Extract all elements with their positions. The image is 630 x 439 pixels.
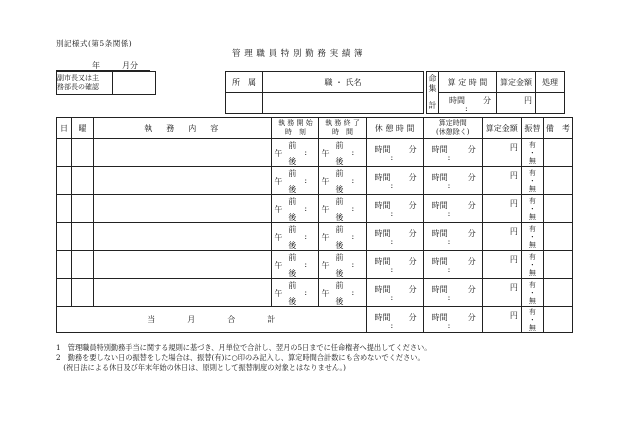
row-start-after: 後 [288, 241, 297, 250]
row-start[interactable] [272, 195, 319, 223]
col-amount: 算定金額 [482, 118, 521, 139]
row-end-colon: : [351, 260, 355, 269]
row-start-pm: 午 [274, 233, 283, 242]
table-row [57, 167, 573, 195]
table-row [57, 223, 573, 251]
row-end-am: 前 [335, 141, 344, 150]
row-start[interactable] [272, 251, 319, 279]
row-rest-minutes: 分 [408, 173, 417, 182]
row-calc-time[interactable] [423, 167, 482, 195]
row-amount-yen: 円 [509, 255, 518, 264]
row-start-pm: 午 [274, 261, 283, 270]
row-substitute[interactable] [521, 195, 543, 223]
row-start-colon: : [304, 204, 308, 213]
row-end-after: 後 [335, 241, 344, 250]
row-calc-time-minutes: 分 [467, 285, 476, 294]
total-amount-yen: 円 [509, 311, 518, 320]
row-end[interactable] [319, 139, 366, 167]
row-end-after: 後 [335, 297, 344, 306]
row-substitute-options[interactable] [522, 141, 543, 165]
row-amount[interactable] [482, 195, 521, 223]
note-1: 1 管理職員特別勤務手当に関する規則に基づき、月単位で合計し、翌月の5日までに任命権者へ提出してください。 [56, 343, 432, 352]
row-substitute-no[interactable]: 無 [528, 268, 536, 277]
total-remarks[interactable] [543, 307, 572, 333]
row-rest-hours: 時間 [374, 201, 391, 210]
row-calc-time-hours: 時間 [431, 257, 448, 266]
row-substitute-dot: ・ [528, 232, 536, 241]
total-substitute-no[interactable]: 無 [528, 323, 536, 332]
row-weekday[interactable] [72, 167, 94, 195]
row-calc-time[interactable] [423, 139, 482, 167]
row-start-after: 後 [288, 185, 297, 194]
row-calc-time-hours: 時間 [431, 173, 448, 182]
row-substitute-dot: ・ [528, 260, 536, 269]
row-substitute-no[interactable]: 無 [528, 184, 536, 193]
row-calc-time-hours: 時間 [431, 145, 448, 154]
approval-stamp-field[interactable] [113, 72, 156, 95]
row-calc-time[interactable] [423, 223, 482, 251]
row-start[interactable] [272, 223, 319, 251]
row-end-am: 前 [335, 281, 344, 290]
row-substitute-options[interactable] [522, 253, 543, 277]
total-calc-colon: : [447, 321, 451, 330]
col-substitute: 振替 [521, 118, 543, 139]
row-end-pm: 午 [321, 233, 330, 242]
row-calc-time-hours: 時間 [431, 285, 448, 294]
row-work-content[interactable] [94, 167, 272, 195]
row-start-after: 後 [288, 213, 297, 222]
row-calc-time-hours: 時間 [431, 201, 448, 210]
row-end-after: 後 [335, 269, 344, 278]
row-end-after: 後 [335, 157, 344, 166]
row-end-am: 前 [335, 197, 344, 206]
row-rest-minutes: 分 [408, 257, 417, 266]
row-calc-time-hours: 時間 [431, 229, 448, 238]
row-substitute-no[interactable]: 無 [528, 212, 536, 221]
total-rest-minutes: 分 [408, 313, 417, 322]
column-header-row [57, 118, 573, 139]
row-calc-time-minutes: 分 [467, 145, 476, 154]
row-substitute[interactable] [521, 279, 543, 307]
col-start: 執 務 開 始 時 刻 [272, 118, 319, 139]
row-rest-hours: 時間 [374, 285, 391, 294]
row-start-am: 前 [288, 141, 297, 150]
row-end-after: 後 [335, 185, 344, 194]
row-substitute-yes[interactable]: 有 [528, 140, 536, 149]
row-amount[interactable] [482, 167, 521, 195]
row-calc-time[interactable] [423, 251, 482, 279]
total-substitute-dot: ・ [528, 315, 536, 324]
row-substitute-no[interactable]: 無 [528, 156, 536, 165]
row-start-pm: 午 [274, 149, 283, 158]
row-calc-time-minutes: 分 [467, 229, 476, 238]
total-calc-time[interactable] [423, 307, 482, 333]
row-end-am: 前 [335, 253, 344, 262]
row-work-content[interactable] [94, 139, 272, 167]
row-substitute[interactable] [521, 167, 543, 195]
row-weekday[interactable] [72, 251, 94, 279]
row-calc-time[interactable] [423, 195, 482, 223]
row-calc-time-minutes: 分 [467, 201, 476, 210]
row-rest-hours: 時間 [374, 257, 391, 266]
row-amount-yen: 円 [509, 143, 518, 152]
calc-amount-label: 算定金額 [497, 72, 536, 93]
row-amount[interactable] [482, 223, 521, 251]
row-start-pm: 午 [274, 177, 283, 186]
row-weekday[interactable] [72, 195, 94, 223]
row-amount-yen: 円 [509, 171, 518, 180]
row-substitute-yes[interactable]: 有 [528, 252, 536, 261]
row-amount[interactable] [482, 139, 521, 167]
row-end[interactable] [319, 195, 366, 223]
row-day[interactable] [57, 279, 72, 307]
row-amount-yen: 円 [509, 283, 518, 292]
row-start-after: 後 [288, 297, 297, 306]
row-day[interactable] [57, 195, 72, 223]
row-end-pm: 午 [321, 205, 330, 214]
processing-label: 処理 [536, 72, 565, 93]
total-rest-hours: 時間 [374, 313, 391, 322]
note-2: 2 勤務を要しない日の振替をした場合は、振替(有)に○印のみ記入し、算定時間合計数にも含めないでください。 [56, 353, 425, 362]
processing-field[interactable] [536, 93, 565, 114]
month-label: 月分 [122, 61, 138, 70]
row-rest[interactable] [366, 279, 423, 307]
row-calc-time[interactable] [423, 279, 482, 307]
row-rest-minutes: 分 [408, 201, 417, 210]
row-weekday[interactable] [72, 223, 94, 251]
calc-amount-field[interactable]: 円 [497, 93, 536, 114]
main-table [56, 117, 573, 333]
total-calc-minutes: 分 [467, 313, 476, 322]
row-rest[interactable] [366, 251, 423, 279]
row-rest-hours: 時間 [374, 229, 391, 238]
row-calc-time-colon: : [447, 237, 451, 246]
row-calc-time-colon: : [447, 153, 451, 162]
row-calc-time-colon: : [447, 181, 451, 190]
total-calc-hours: 時間 [431, 313, 448, 322]
row-rest[interactable] [366, 139, 423, 167]
total-substitute-options[interactable] [522, 308, 543, 332]
total-row [57, 307, 573, 333]
row-start-colon: : [304, 176, 308, 185]
row-substitute-dot: ・ [528, 148, 536, 157]
total-label: 当 月 合 計 [57, 307, 367, 333]
row-work-content[interactable] [94, 251, 272, 279]
row-start-pm: 午 [274, 205, 283, 214]
row-amount-yen: 円 [509, 227, 518, 236]
row-rest-minutes: 分 [408, 229, 417, 238]
row-start-am: 前 [288, 253, 297, 262]
row-remarks[interactable] [543, 251, 572, 279]
row-start-colon: : [304, 232, 308, 241]
row-substitute[interactable] [521, 251, 543, 279]
row-end-pm: 午 [321, 149, 330, 158]
row-remarks[interactable] [543, 279, 572, 307]
row-day[interactable] [57, 223, 72, 251]
row-start-colon: : [304, 288, 308, 297]
title-name-field[interactable] [263, 93, 424, 114]
row-substitute-dot: ・ [528, 288, 536, 297]
table-row [57, 279, 573, 307]
row-calc-time-colon: : [447, 293, 451, 302]
row-rest[interactable] [366, 223, 423, 251]
row-start-pm: 午 [274, 289, 283, 298]
row-end-colon: : [351, 176, 355, 185]
row-day[interactable] [57, 139, 72, 167]
total-rest[interactable] [366, 307, 423, 333]
calc-time-label: 算 定 時 間 [439, 72, 497, 93]
row-substitute-yes[interactable]: 有 [528, 280, 536, 289]
row-start[interactable] [272, 279, 319, 307]
col-weekday: 曜 [72, 118, 94, 139]
row-substitute-yes[interactable]: 有 [528, 196, 536, 205]
row-end-after: 後 [335, 213, 344, 222]
row-end-colon: : [351, 232, 355, 241]
row-rest-colon: : [390, 237, 394, 246]
row-substitute-dot: ・ [528, 204, 536, 213]
row-substitute-no[interactable]: 無 [528, 240, 536, 249]
row-day[interactable] [57, 251, 72, 279]
row-rest-minutes: 分 [408, 145, 417, 154]
row-end-colon: : [351, 288, 355, 297]
row-rest-colon: : [390, 153, 394, 162]
row-end-pm: 午 [321, 289, 330, 298]
row-substitute[interactable] [521, 223, 543, 251]
row-weekday[interactable] [72, 139, 94, 167]
row-day[interactable] [57, 167, 72, 195]
row-substitute[interactable] [521, 139, 543, 167]
row-substitute-dot: ・ [528, 176, 536, 185]
total-substitute-yes[interactable]: 有 [528, 307, 536, 316]
row-start-after: 後 [288, 157, 297, 166]
notes [56, 343, 431, 373]
row-work-content[interactable] [94, 279, 272, 307]
row-start-am: 前 [288, 197, 297, 206]
row-substitute-no[interactable]: 無 [528, 296, 536, 305]
row-amount[interactable] [482, 251, 521, 279]
row-rest-colon: : [390, 265, 394, 274]
row-end[interactable] [319, 167, 366, 195]
header-info-box [225, 71, 424, 114]
col-rest: 休 憩 時 間 [366, 118, 423, 139]
row-substitute-yes[interactable]: 有 [528, 168, 536, 177]
row-calc-time-colon: : [447, 265, 451, 274]
row-start[interactable] [272, 167, 319, 195]
row-remarks[interactable] [543, 223, 572, 251]
row-amount[interactable] [482, 279, 521, 307]
calc-time-field[interactable]: 時間 分 : [439, 93, 497, 114]
row-substitute-options[interactable] [522, 197, 543, 221]
row-work-content[interactable] [94, 195, 272, 223]
col-remarks: 備 考 [543, 118, 572, 139]
total-rest-colon: : [390, 321, 394, 330]
row-end-pm: 午 [321, 177, 330, 186]
row-end-pm: 午 [321, 261, 330, 270]
title-name-label: 職 ・ 氏名 [263, 72, 424, 93]
row-rest[interactable] [366, 167, 423, 195]
aggregate-box [426, 71, 565, 114]
col-day: 日 [57, 118, 72, 139]
row-substitute-options[interactable] [522, 281, 543, 305]
row-rest-hours: 時間 [374, 145, 391, 154]
col-work-content: 執 務 内 容 [94, 118, 272, 139]
row-start-am: 前 [288, 169, 297, 178]
note-3: (祝日法による休日及び年末年始の休日は、原則として振替制度の対象とはなりません。) [56, 363, 346, 372]
dept-label: 所 属 [226, 72, 263, 93]
row-end[interactable] [319, 251, 366, 279]
year-label: 年 [92, 61, 100, 70]
dept-field[interactable] [226, 93, 263, 114]
aggregate-side-label: 命 集 計 [427, 72, 439, 114]
row-substitute-options[interactable] [522, 225, 543, 249]
row-amount-yen: 円 [509, 199, 518, 208]
row-calc-time-minutes: 分 [467, 173, 476, 182]
row-substitute-yes[interactable]: 有 [528, 224, 536, 233]
row-start-am: 前 [288, 281, 297, 290]
row-remarks[interactable] [543, 139, 572, 167]
row-start-after: 後 [288, 269, 297, 278]
approval-label: 副市長又は主 務部長の確認 [57, 72, 113, 95]
table-row [57, 139, 573, 167]
row-calc-time-minutes: 分 [467, 257, 476, 266]
col-calc-time: 算定時間 (休憩除く) [423, 118, 482, 139]
row-weekday[interactable] [72, 279, 94, 307]
row-remarks[interactable] [543, 195, 572, 223]
row-rest-minutes: 分 [408, 285, 417, 294]
row-work-content[interactable] [94, 223, 272, 251]
row-rest[interactable] [366, 195, 423, 223]
row-start-colon: : [304, 260, 308, 269]
row-end[interactable] [319, 279, 366, 307]
row-rest-hours: 時間 [374, 173, 391, 182]
row-calc-time-colon: : [447, 209, 451, 218]
row-start-colon: : [304, 148, 308, 157]
approval-box [56, 71, 156, 114]
row-substitute-options[interactable] [522, 169, 543, 193]
month-line [56, 60, 150, 71]
row-end-am: 前 [335, 225, 344, 234]
row-rest-colon: : [390, 181, 394, 190]
table-row [57, 251, 573, 279]
row-end-colon: : [351, 204, 355, 213]
form-label: 別記様式(第5条関係) [56, 39, 133, 48]
row-end-am: 前 [335, 169, 344, 178]
row-rest-colon: : [390, 209, 394, 218]
total-substitute[interactable] [521, 307, 543, 333]
col-end: 執 務 終 了 時 間 [319, 118, 366, 139]
row-end[interactable] [319, 223, 366, 251]
row-remarks[interactable] [543, 167, 572, 195]
row-rest-colon: : [390, 293, 394, 302]
row-start-am: 前 [288, 225, 297, 234]
row-end-colon: : [351, 148, 355, 157]
total-amount[interactable] [482, 307, 521, 333]
table-row [57, 195, 573, 223]
row-start[interactable] [272, 139, 319, 167]
page-title: 管 理 職 員 特 別 勤 務 実 績 簿 [232, 49, 364, 59]
